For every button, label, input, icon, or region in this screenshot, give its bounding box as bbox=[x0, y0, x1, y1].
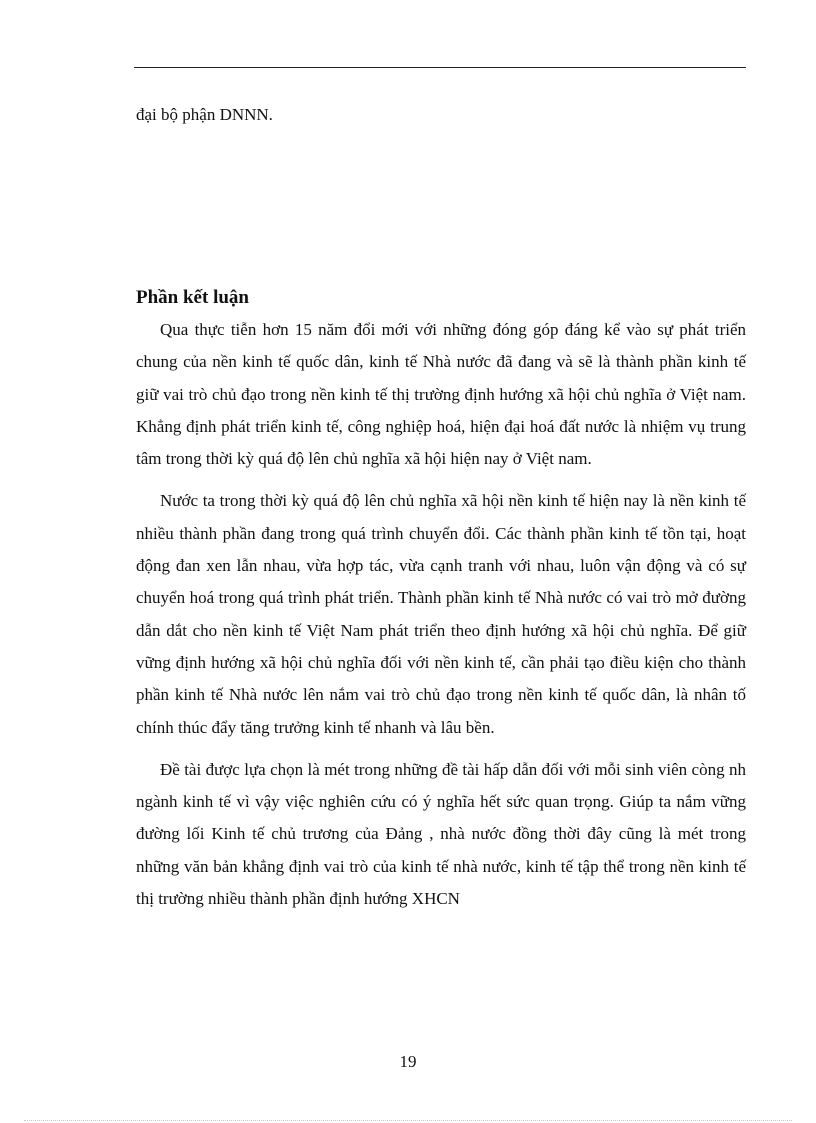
paragraph-1: Qua thực tiễn hơn 15 năm đổi mới với những đóng góp đáng kể vào sự phát triển chung của nền kinh tế quốc dân, kinh tế Nhà nước đã đang và sẽ là thành phần kinh tế giữ vai trò chủ đạo trong nền kinh tế thị trường định hướng xã hội chủ nghĩa ở Việt nam. Khẳng định phát triển kinh tế, công nghiệp hoá, hiện đại hoá đất nước là nhiệm vụ trung tâm trong thời kỳ quá độ lên chủ nghĩa xã hội hiện nay ở Việt nam. bbox=[136, 320, 746, 469]
lead-line: đại bộ phận DNNN. bbox=[136, 105, 273, 124]
body-text bbox=[136, 314, 746, 925]
footer-rule bbox=[24, 1120, 792, 1121]
page-number: 19 bbox=[399, 1052, 417, 1071]
paragraph-2: Nước ta trong thời kỳ quá độ lên chủ nghĩa xã hội nền kinh tế hiện nay là nền kinh tế nhiều thành phần đang trong quá trình chuyển đổi. Các thành phần kinh tế tồn tại, hoạt động đan xen lẫn nhau, vừa hợp tác, vừa cạnh tranh với nhau, luôn vận động và có sự chuyển hoá trong quá trình phát triển. Thành phần kinh tế Nhà nước có vai trò mở đường dẫn dắt cho nền kinh tế Việt Nam phát triển theo định hướng xã hội chủ nghĩa. Để giữ vững định hướng xã hội chủ nghĩa đối với nền kinh tế, cần phải tạo điều kiện cho thành phần kinh tế Nhà nước lên nắm vai trò chủ đạo trong nền kinh tế quốc dân, là nhân tố chính thúc đẩy tăng trưởng kinh tế nhanh và lâu bền. bbox=[136, 491, 746, 737]
paragraph-3: Đề tài được lựa chọn là mét trong những đề tài hấp dẫn đối với mỗi sinh viên còng nh ngành kinh tế vì vậy việc nghiên cứu có ý nghĩa hết sức quan trọng. Giúp ta nắm vững đường lối Kinh tế chủ trương của Đảng , nhà nước đồng thời đây cũng là mét trong những văn bản khẳng định vai trò của kinh tế nhà nước, kinh tế tập thể trong nền kinh tế thị trường nhiều thành phần định hướng XHCN bbox=[136, 759, 746, 909]
section-heading: Phần kết luận bbox=[136, 287, 249, 308]
header-rule bbox=[134, 67, 746, 68]
